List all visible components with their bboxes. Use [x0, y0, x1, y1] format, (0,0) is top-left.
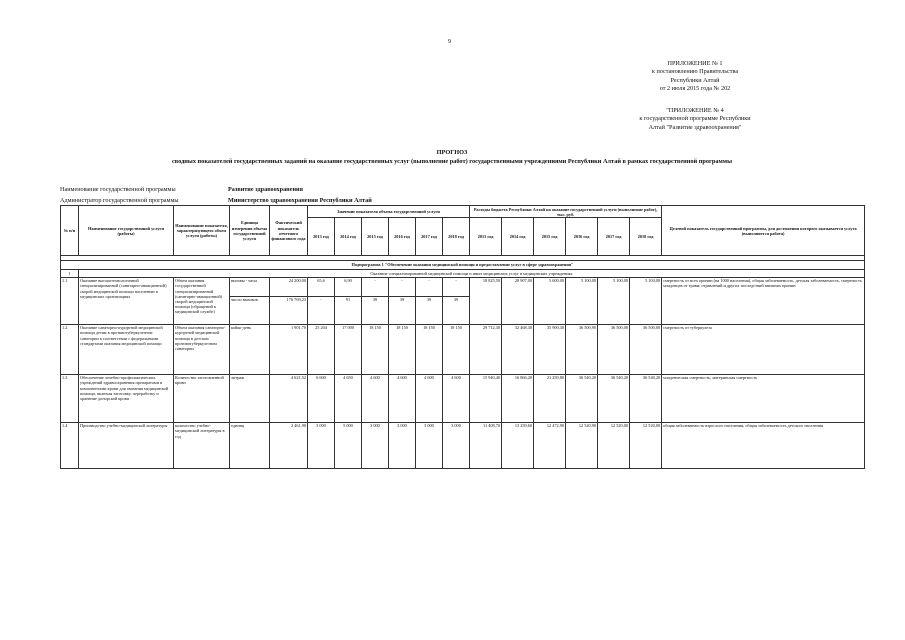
row-base: 2 461,90	[270, 422, 308, 468]
row-volume: 18 150	[389, 324, 416, 374]
row-volume: 91	[335, 296, 362, 324]
row-expense: 20 907,00	[502, 277, 534, 324]
row-expense: 36 500,90	[566, 324, 598, 374]
row-base: 1 901,70	[270, 324, 308, 374]
program-name-label: Наименование государственной программы	[60, 186, 176, 193]
row-volume: 6,90	[335, 277, 362, 296]
row-expense: 15 940,40	[470, 374, 502, 422]
header-volume-year: 2015 год	[362, 218, 389, 256]
row-unit: число вызовов	[230, 296, 270, 324]
header-base: Фактический показатель отчетного финансового года	[270, 206, 308, 256]
row-volume: -	[362, 277, 389, 296]
row-volume: 17 000	[335, 324, 362, 374]
header-expense-group: Расходы бюджета Республики Алтай на оказание государственной услуги (выполнение работ), тыс. руб.	[470, 206, 662, 218]
program-admin-value: Министерство здравоохранения Республики Алтай	[228, 197, 372, 204]
row-expense: 13 259,60	[502, 422, 534, 468]
program-name-value: Развитие здравоохранения	[228, 186, 303, 193]
row-expense: 36 540,20	[630, 374, 662, 422]
page-number: 9	[448, 39, 451, 45]
section-row	[61, 270, 865, 277]
row-expense: 12 520,00	[630, 422, 662, 468]
header-target: Целевой показатель государственной программы, для достижения которого оказывается услуга (выполняется работа)	[662, 206, 865, 256]
header-volume-year: 2013 год	[308, 218, 335, 256]
row-volume: 39	[416, 296, 443, 324]
row-target: младенческая смертность; материнская смертность	[662, 374, 865, 422]
header-volume-year: 2016 год	[389, 218, 416, 256]
table-row	[61, 374, 865, 422]
appendix-main-line3: Республики Алтай	[670, 76, 720, 84]
header-expense-year: 2017 год	[598, 218, 630, 256]
row-expense: 12 520,00	[598, 422, 630, 468]
row-volume: 4 600	[362, 374, 389, 422]
row-expense: 5 100,00	[566, 277, 598, 324]
row-volume: 6 600	[308, 374, 335, 422]
row-num: 1.1	[61, 277, 79, 324]
row-volume: -	[308, 296, 335, 324]
row-volume: 4 650	[335, 374, 362, 422]
row-expense: 18 825,50	[470, 277, 502, 324]
appendix-main-line4: от 2 июля 2015 года № 202	[659, 84, 731, 92]
row-base: 24 200,00	[270, 277, 308, 296]
row-expense: 21 259,80	[534, 374, 566, 422]
row-unit: литраж	[230, 374, 270, 422]
row-volume: 3 000	[443, 422, 470, 468]
subprogram-title: Подпрограмма 1 "Обеспечение оказания медицинской помощи и предоставление услуг в сфере здравоохранения"	[61, 261, 865, 270]
appendix-main-line1: ПРИЛОЖЕНИЕ № 1	[667, 60, 723, 67]
header-volume-year: 2017 год	[416, 218, 443, 256]
row-expense: 36 500,00	[630, 324, 662, 374]
header-expense-year: 2018 год	[630, 218, 662, 256]
row-service: Производство учебно-медицинской литературы	[79, 422, 174, 468]
row-expense: 12 472,90	[534, 422, 566, 468]
row-base: 4 621,52	[270, 374, 308, 422]
program-admin-label: Администратор государственной программы	[60, 197, 179, 204]
row-expense: 5 600,00	[534, 277, 566, 324]
header-service: Наименование государственной услуги (работы)	[79, 206, 174, 256]
forecast-table	[60, 205, 865, 469]
appendix-program-line1: "ПРИЛОЖЕНИЕ № 4	[666, 107, 724, 114]
row-volume: 3 000	[362, 422, 389, 468]
row-indicator: Количество заготовленной крови	[174, 374, 230, 422]
row-target: общая заболеваемость взрослого населения; общая заболеваемость детского населения	[662, 422, 865, 468]
row-indicator: Объем оказания государственной специализированной (санитарно-авиационной) скорой медицинской помощи (обращений к медицинской службе)	[174, 277, 230, 324]
table-row	[61, 422, 865, 468]
row-target: смертность от всех причин (на 1000 населения), общая заболеваемость, детская заболеваемость, смертность младенцев от травм, отравлений и других последствий внешних причин	[662, 277, 865, 324]
row-service: Оказание санаторно-курортной медицинской помощи детям в противотуберкулезном санатории в соответствии с федеральными стандартами оказания медицинской помощи	[79, 324, 174, 374]
row-volume: 39	[443, 296, 470, 324]
header-expense-year: 2013 год	[470, 218, 502, 256]
row-volume: 18 150	[362, 324, 389, 374]
row-unit: единиц	[230, 422, 270, 468]
row-volume: 18 150	[443, 324, 470, 374]
header-volume-group: Значение показателя объема государственной услуги	[308, 206, 470, 218]
row-num: 1.2	[61, 324, 79, 374]
row-volume: 39	[362, 296, 389, 324]
row-target: смертность от туберкулеза	[662, 324, 865, 374]
appendix-program-line3: Алтай "Развитие здравоохранения"	[648, 123, 742, 131]
row-volume: 18 150	[416, 324, 443, 374]
row-expense: 5 100,00	[630, 277, 662, 324]
row-expense: 29 712,30	[470, 324, 502, 374]
row-service: Оказание высокотехнологичной специализированной (санитарно-авиационной) скорой медицинской помощи населению в медицинских организациях	[79, 277, 174, 324]
row-expense: 16 866,20	[502, 374, 534, 422]
row-expense: 35 900,30	[534, 324, 566, 374]
appendix-main-block	[600, 60, 790, 93]
row-volume: 4 600	[416, 374, 443, 422]
row-expense: 12 520,90	[566, 422, 598, 468]
row-volume: 4 600	[389, 374, 416, 422]
table-row	[61, 277, 865, 296]
row-volume: 3 000	[389, 422, 416, 468]
header-expense-year: 2015 год	[534, 218, 566, 256]
row-volume: 65,6	[308, 277, 335, 296]
document-subtitle: сводных показателей государственных заданий на оказание государственных услуг (выполнение работ) государственными учреждениями Республики Алтай в рамках государственной программы	[171, 158, 733, 165]
row-expense: 36 540,20	[566, 374, 598, 422]
row-expense: 36 540,20	[598, 374, 630, 422]
row-indicator: Объем оказания санаторно-курортной медицинской помощи в детском противотуберкулезном санатории	[174, 324, 230, 374]
subprogram-row	[61, 261, 865, 270]
header-unit: Единица измерения объема государственной услуги	[230, 206, 270, 256]
header-expense-year: 2016 год	[566, 218, 598, 256]
section-num: 1	[61, 270, 79, 277]
row-service: Обеспечение лечебно-профилактических учреждений здравоохранения препаратами и компонентами крови для оказания медицинской помощи, включая заготовку, переработку и хранение донорской крови	[79, 374, 174, 422]
row-volume: 3 000	[308, 422, 335, 468]
row-base: 176 769,23	[270, 296, 308, 324]
row-volume: 39	[389, 296, 416, 324]
header-expense-year: 2014 год	[502, 218, 534, 256]
row-num: 1.3	[61, 374, 79, 422]
row-expense: 32 468,30	[502, 324, 534, 374]
document-title: ПРОГНОЗ	[436, 149, 468, 156]
appendix-main-line2: к постановлению Правительства	[651, 68, 739, 76]
row-expense: 11 408,70	[470, 422, 502, 468]
row-volume: -	[389, 277, 416, 296]
appendix-program-block	[600, 107, 790, 132]
header-row-top	[61, 206, 865, 218]
row-volume: 3 000	[416, 422, 443, 468]
row-volume: -	[443, 277, 470, 296]
header-indicator: Наименование показателя, характеризующего объем услуги (работы)	[174, 206, 230, 256]
row-unit: вызовы - часы	[230, 277, 270, 296]
section-title: Оказание специализированной медицинской помощи и иных медицинских услуг в медицинских учреждениях	[79, 270, 865, 277]
header-num: № п/п	[61, 206, 79, 256]
row-volume: 4 600	[443, 374, 470, 422]
header-volume-year: 2014 год	[335, 218, 362, 256]
row-indicator: количество учебно-медицинской литературы в год	[174, 422, 230, 468]
row-expense: 5 100,00	[598, 277, 630, 324]
header-volume-year: 2018 год	[443, 218, 470, 256]
row-expense: 36 500,00	[598, 324, 630, 374]
appendix-program-line2: к государственной программе Республики	[639, 115, 751, 123]
row-num: 1.4	[61, 422, 79, 468]
row-volume: -	[416, 277, 443, 296]
row-volume: 25 204	[308, 324, 335, 374]
table-row	[61, 324, 865, 374]
row-unit: койко-день	[230, 324, 270, 374]
row-volume: 5 000	[335, 422, 362, 468]
